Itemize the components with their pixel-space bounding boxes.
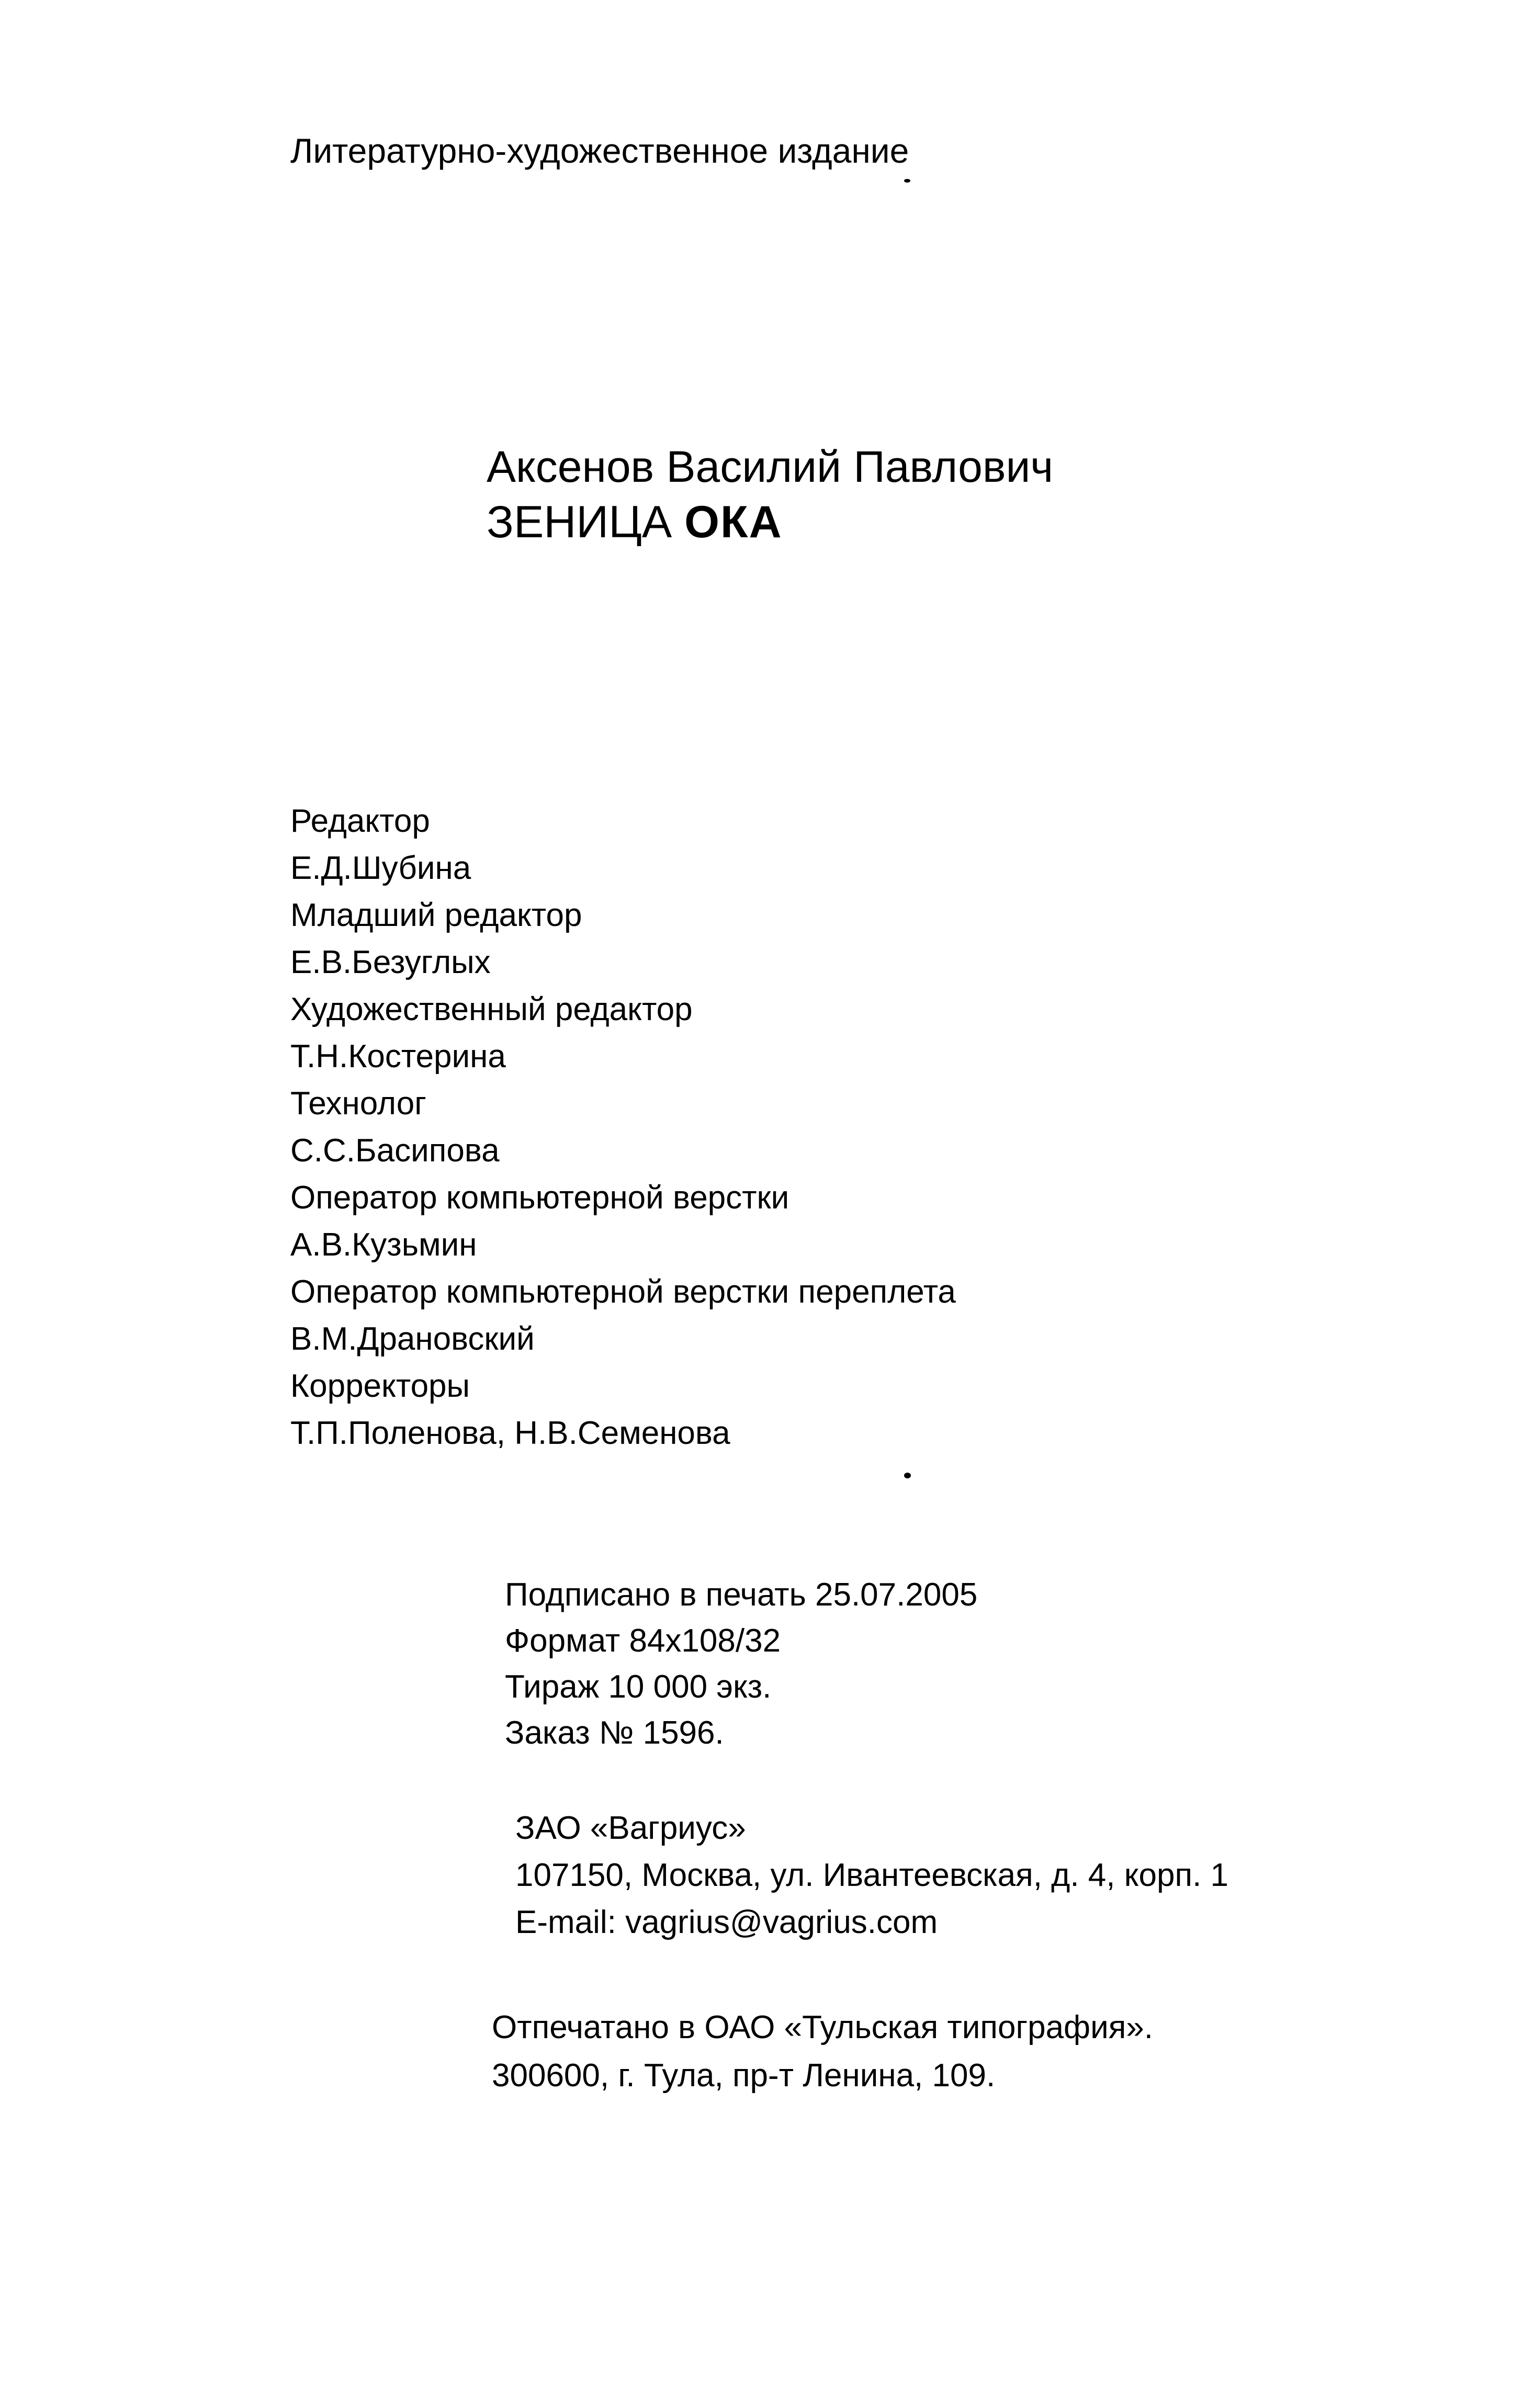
credit-line: Редактор bbox=[290, 803, 430, 839]
print-run: Тираж 10 000 экз. bbox=[505, 1669, 772, 1705]
paper-format: Формат 84x108/32 bbox=[505, 1623, 781, 1659]
credit-line: Художественный редактор bbox=[290, 991, 693, 1027]
print-info bbox=[505, 1572, 977, 1756]
credit-line: Технолог bbox=[290, 1086, 426, 1122]
credit-line: С.С.Басипова bbox=[290, 1133, 500, 1169]
credit-line: А.В.Кузьмин bbox=[290, 1227, 477, 1263]
signed-for-print: Подписано в печать 25.07.2005 bbox=[505, 1577, 978, 1613]
print-speck bbox=[904, 1473, 911, 1478]
credit-line: Оператор компьютерной верстки bbox=[290, 1180, 789, 1216]
printer-name: Отпечатано в ОАО «Тульская типография». bbox=[492, 2009, 1153, 2045]
credit-line: Корректоры bbox=[290, 1368, 470, 1404]
book-title-part1: ЗЕНИЦА bbox=[487, 497, 672, 547]
credit-line: Е.Д.Шубина bbox=[290, 850, 471, 886]
publisher-address: 107150, Москва, ул. Ивантеевская, д. 4, корп. 1 bbox=[515, 1857, 1229, 1893]
book-title bbox=[487, 497, 783, 547]
book-title-part2: ОКА bbox=[684, 497, 783, 547]
printer-address: 300600, г. Тула, пр-т Ленина, 109. bbox=[492, 2057, 996, 2094]
credit-line: В.М.Драновский bbox=[290, 1321, 535, 1357]
order-number: Заказ № 1596. bbox=[505, 1715, 724, 1751]
credit-line: Т.Н.Костерина bbox=[290, 1038, 506, 1075]
book-author: Аксенов Василий Павлович bbox=[487, 442, 1054, 491]
credits-list bbox=[290, 798, 956, 1457]
edition-type: Литературно-художественное издание bbox=[290, 131, 909, 170]
credit-line: Е.В.Безуглых bbox=[290, 944, 491, 980]
credit-line: Младший редактор bbox=[290, 897, 582, 933]
credit-line: Оператор компьютерной верстки переплета bbox=[290, 1274, 956, 1310]
print-speck bbox=[904, 179, 910, 183]
publisher-email: E-mail: vagrius@vagrius.com bbox=[515, 1904, 938, 1940]
credit-line: Т.П.Поленова, Н.В.Семенова bbox=[290, 1415, 730, 1451]
publisher-name: ЗАО «Вагриус» bbox=[515, 1810, 746, 1846]
publisher-info bbox=[515, 1805, 1228, 1946]
printer-info bbox=[492, 2004, 1153, 2100]
